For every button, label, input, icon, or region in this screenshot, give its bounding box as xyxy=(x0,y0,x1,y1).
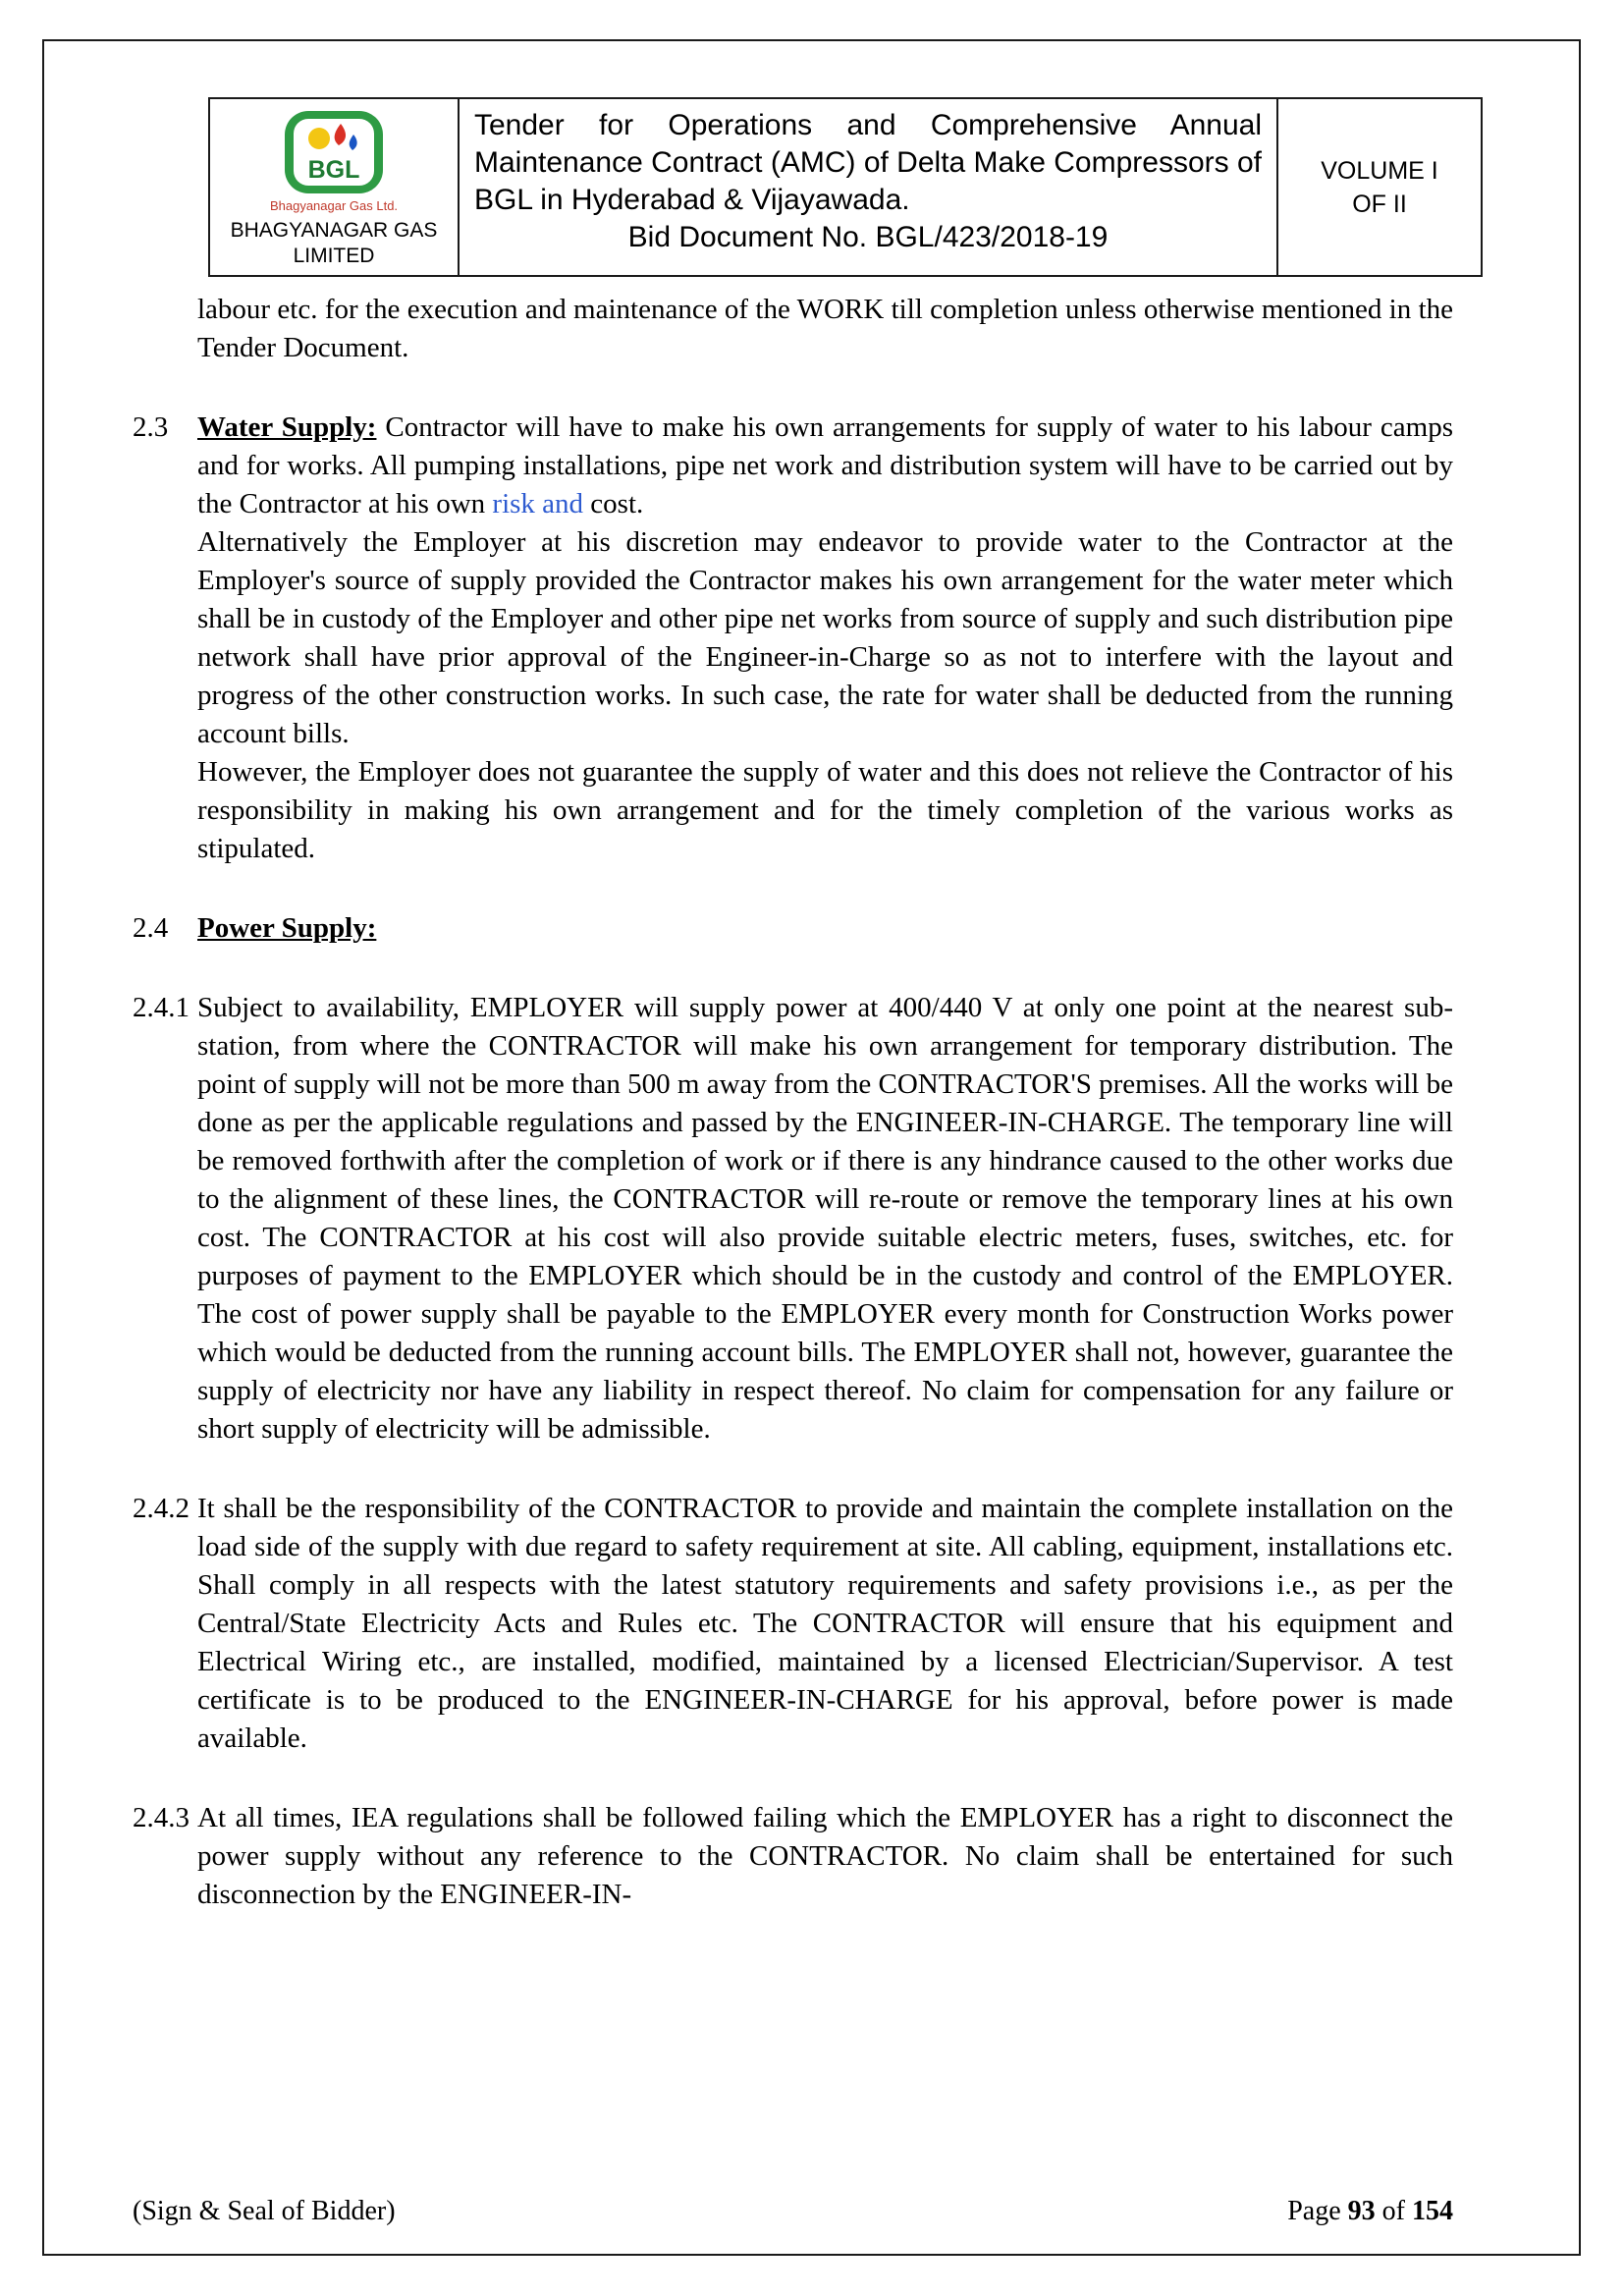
tender-title: Tender for Operations and Comprehensive Annual Maintenance Contract (AMC) of Delta Make Compressors of BGL in Hyderabad & Vijayawada. xyxy=(474,109,1262,216)
paragraph-continuation xyxy=(133,291,1453,367)
section-number: 2.4.1 xyxy=(133,992,189,1023)
section-number: 2.4.3 xyxy=(133,1802,189,1833)
paragraph-group xyxy=(197,989,1453,1449)
document-header xyxy=(208,97,1483,277)
volume-line-2: OF II xyxy=(1352,190,1407,218)
section-2-4-3 xyxy=(133,1799,1453,1914)
paragraph-group xyxy=(197,909,1453,948)
page-label: Page xyxy=(1287,2196,1348,2226)
paragraph-group xyxy=(197,1799,1453,1914)
paragraph-text: It shall be the responsibility of the CONTRACTOR to provide and maintain the complete installation on the load side of the supply with due regard to safety requirement at site. All cabling, equipment, installations etc. Shall comply in all respects with the latest statutory requirements and safety provisions i.e., as per the Central/State Electricity Acts and Rules etc. The CONTRACTOR will ensure that his equipment and Electrical Wiring etc., are installed, modified, maintained by a licensed Electrician/Supervisor. A test certificate is to be produced to the ENGINEER-IN-CHARGE for his approval, before power is made available. xyxy=(197,1493,1453,1754)
section-heading: Power Supply: xyxy=(197,912,377,944)
section-2-4 xyxy=(133,909,1453,948)
paragraph-text: At all times, IEA regulations shall be followed failing which the EMPLOYER has a right to disconnect the power supply without any reference to the CONTRACTOR. No claim shall be entertained for such disconnection by the ENGINEER-IN- xyxy=(197,1802,1453,1910)
section-number: 2.3 xyxy=(133,411,169,443)
paragraph-text: However, the Employer does not guarantee the supply of water and this does not relieve the Contractor of his responsibility in making his own arrangement and for the timely completion of the various works as stipulated. xyxy=(197,756,1453,864)
bid-document-number: Bid Document No. BGL/423/2018-19 xyxy=(627,221,1109,253)
section-number: 2.4.2 xyxy=(133,1493,189,1524)
page-total: 154 xyxy=(1412,2196,1453,2226)
paragraph-text xyxy=(197,909,1453,948)
paragraph-text: Subject to availability, EMPLOYER will supply power at 400/440 V at only one point at the nearest sub-station, from where the CONTRACTOR will make his own arrangement for temporary distribution. The point of supply will not be more than 500 m away from the CONTRACTOR'S premises. All the works will be done as per the applicable regulations and passed by the ENGINEER-IN-CHARGE. The temporary line will be removed forthwith after the completion of work or if there is any hindrance caused to the other works due to the alignment of these lines, the CONTRACTOR will re-route or remove the temporary lines at his own cost. The CONTRACTOR at his cost will also provide suitable electric meters, fuses, switches, etc. for purposes of payment to the EMPLOYER which should be in the custody and control of the EMPLOYER. The cost of power supply shall be payable to the EMPLOYER every month for Construction Works power which would be deducted from the running account bills. The EMPLOYER shall not, however, guarantee the supply of electricity nor have any liability in respect thereof. No claim for compensation for any failure or short supply of electricity will be admissible. xyxy=(197,992,1453,1445)
paragraph-group xyxy=(197,291,1453,367)
page-number xyxy=(1287,2196,1453,2227)
paragraph-group xyxy=(197,1490,1453,1758)
paragraph-group xyxy=(197,409,1453,868)
document-body xyxy=(133,291,1453,1914)
page-separator: of xyxy=(1375,2196,1412,2226)
sign-seal-label: (Sign & Seal of Bidder) xyxy=(133,2196,396,2226)
highlighted-blue-text: risk and xyxy=(492,488,584,519)
logo-subtitle: Bhagyanagar Gas Ltd. xyxy=(269,198,399,213)
logo-monogram: BGL xyxy=(307,156,360,184)
paragraph-segment: cost. xyxy=(583,488,644,519)
document-footer xyxy=(133,2196,1453,2227)
page-current: 93 xyxy=(1347,2196,1376,2226)
section-heading: Water Supply: xyxy=(197,411,377,443)
logo-cell xyxy=(208,97,460,277)
section-number: 2.4 xyxy=(133,912,169,944)
paragraph-text: labour etc. for the execution and maintenance of the WORK till completion unless otherwise mentioned in the Tender Document. xyxy=(197,294,1453,363)
paragraph-segment: Contractor will have to make his own arrangements for supply of water to his labour camps and for works. All pumping installations, pipe net work and distribution system will have to be carried out by the Contractor at his own xyxy=(197,411,1453,519)
bgl-logo-icon xyxy=(282,109,386,197)
paragraph-text xyxy=(197,409,1453,523)
section-2-3 xyxy=(133,409,1453,868)
volume-line-1: VOLUME I xyxy=(1321,156,1438,185)
section-2-4-2 xyxy=(133,1490,1453,1758)
title-cell xyxy=(460,97,1278,277)
volume-cell xyxy=(1278,97,1483,277)
org-name: BHAGYANAGAR GAS LIMITED xyxy=(230,219,438,267)
paragraph-text: Alternatively the Employer at his discretion may endeavor to provide water to the Contractor at the Employer's source of supply provided the Contractor makes his own arrangement for the water meter which shall be in custody of the Employer and other pipe net works from source of supply and such distribution pipe network shall have prior approval of the Engineer-in-Charge so as not to interfere with the layout and progress of the other construction works. In such case, the rate for water shall be deducted from the running account bills. xyxy=(197,526,1453,749)
section-2-4-1 xyxy=(133,989,1453,1449)
